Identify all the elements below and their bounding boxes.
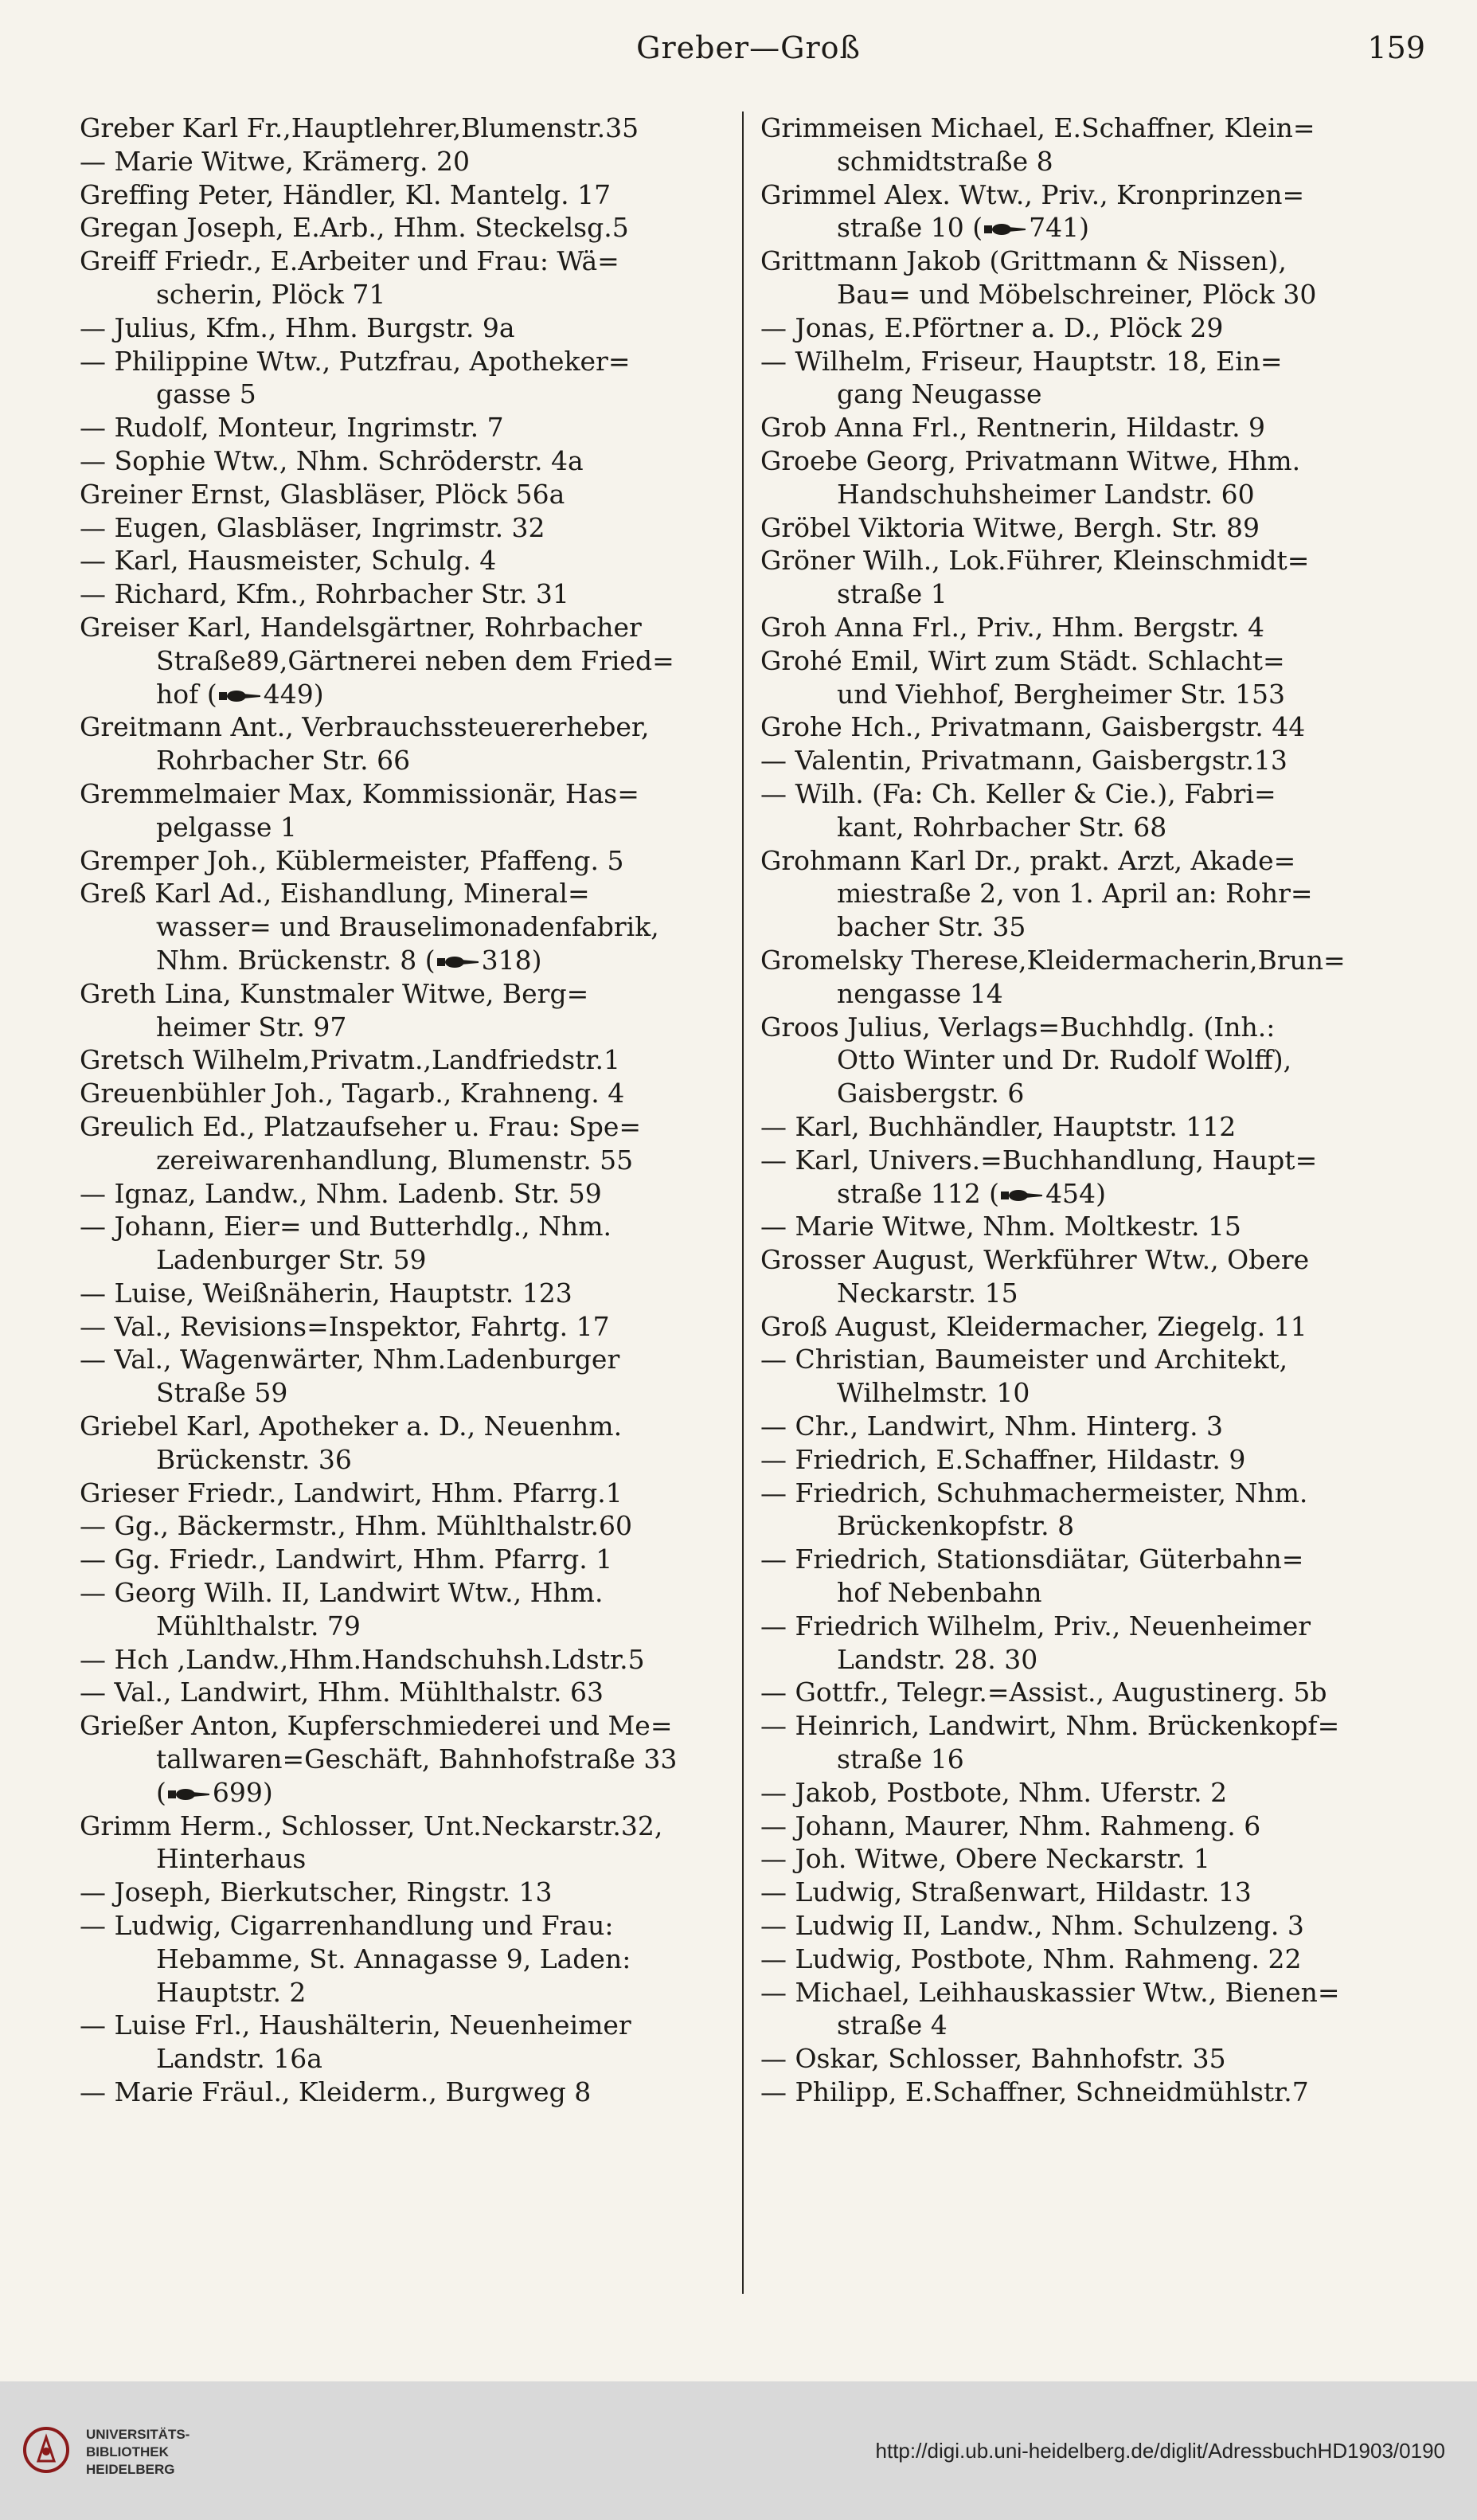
directory-entry-line: [760, 1243, 1421, 1277]
entry-text: — Wilhelm, Friseur, Hauptstr. 18, Ein=: [760, 345, 1283, 377]
directory-entry-line: [80, 1410, 740, 1443]
entry-text: Greth Lina, Kunstmaler Witwe, Berg=: [80, 977, 589, 1009]
directory-entry-line: [760, 1210, 1421, 1243]
directory-entry-line: [80, 1310, 740, 1344]
entry-text: — Friedrich, Schuhmachermeister, Nhm.: [760, 1477, 1308, 1508]
directory-entry-line: [80, 811, 740, 844]
directory-entry-line: [760, 345, 1421, 378]
logo-line: UNIVERSITÄTS-: [86, 2427, 190, 2442]
directory-entry-line: [80, 478, 740, 511]
entry-text: Landstr. 16a: [156, 2043, 322, 2075]
directory-entry-line: [80, 1376, 740, 1410]
directory-entry-line: [760, 1976, 1421, 2009]
entry-text: straße 1: [837, 578, 948, 610]
entry-text: Gaisbergstr. 6: [837, 1078, 1025, 1109]
directory-entry-line: [760, 1610, 1421, 1643]
entry-text: schmidtstraße 8: [837, 145, 1053, 177]
directory-entry-line: [80, 1443, 740, 1477]
directory-entry-line: [80, 1243, 740, 1277]
entry-text: gasse 5: [156, 378, 256, 410]
entry-text: Grimm Herm., Schlosser, Unt.Neckarstr.32,: [80, 1810, 663, 1841]
entry-text: Grimmeisen Michael, E.Schaffner, Klein=: [760, 112, 1315, 143]
directory-entry-line: [80, 777, 740, 811]
entry-text: Bau= und Möbelschreiner, Plöck 30: [837, 278, 1317, 310]
directory-entry-line: [80, 577, 740, 611]
entry-text: Grosser August, Werkführer Wtw., Obere: [760, 1244, 1310, 1276]
right-column: [760, 112, 1421, 2109]
entry-text: — Ludwig II, Landw., Nhm. Schulzeng. 3: [760, 1910, 1304, 1942]
directory-entry-line: [80, 178, 740, 212]
entry-text: — Gg. Friedr., Landwirt, Hhm. Pfarrg. 1: [80, 1544, 613, 1575]
entry-text: Hinterhaus: [156, 1843, 307, 1875]
directory-entry-line: [80, 977, 740, 1011]
entry-text: Groß August, Kleidermacher, Ziegelg. 11: [760, 1310, 1307, 1342]
directory-entry-line: [760, 1743, 1421, 1776]
entry-text: scherin, Plöck 71: [156, 278, 386, 310]
entry-text: Greitmann Ant., Verbrauchssteuererheber,: [80, 711, 650, 743]
directory-entry-line: [760, 777, 1421, 811]
telephone-number: 454: [1045, 1177, 1096, 1209]
entry-text: — Ludwig, Postbote, Nhm. Rahmeng. 22: [760, 1943, 1302, 1974]
entry-text: gang Neugasse: [837, 378, 1042, 410]
directory-entry-line: [80, 1477, 740, 1510]
directory-entry-line: [80, 1277, 740, 1310]
directory-entry-line: [80, 1177, 740, 1211]
directory-entry-line: [80, 378, 740, 411]
directory-entry-line: [760, 511, 1421, 545]
hand-pointer-icon: [219, 690, 262, 702]
entry-text: Greiser Karl, Handelsgärtner, Rohrbacher: [80, 611, 642, 643]
entry-text: hof Nebenbahn: [837, 1577, 1042, 1609]
directory-entry-line: [80, 1077, 740, 1110]
entry-text: — Johann, Eier= und Butterhdlg., Nhm.: [80, 1211, 612, 1242]
directory-entry-line: [80, 910, 740, 944]
directory-entry-line: [80, 278, 740, 311]
entry-text: Gretsch Wilhelm,Privatm.,Landfriedstr.1: [80, 1044, 621, 1076]
entry-text: Grießer Anton, Kupferschmiederei und Me=: [80, 1710, 673, 1742]
directory-entry-line: [80, 145, 740, 178]
directory-entry-line: [80, 411, 740, 444]
entry-text: Gröner Wilh., Lok.Führer, Kleinschmidt=: [760, 545, 1310, 577]
directory-entry-line: [760, 844, 1421, 878]
directory-entry-line: [80, 644, 740, 678]
directory-entry-line: [80, 1810, 740, 1843]
entry-text: — Eugen, Glasbläser, Ingrimstr. 32: [80, 511, 545, 543]
entry-text: Greffing Peter, Händler, Kl. Mantelg. 17: [80, 178, 612, 210]
directory-entry-line: [80, 1610, 740, 1643]
entry-text: — Jonas, E.Pförtner a. D., Plöck 29: [760, 311, 1224, 343]
entry-text: (: [156, 1776, 166, 1808]
directory-entry-line: [80, 1876, 740, 1909]
entry-text: Grittmann Jakob (Grittmann & Nissen),: [760, 245, 1287, 277]
hand-pointer-icon: [168, 1788, 211, 1801]
entry-text: Grohmann Karl Dr., prakt. Arzt, Akade=: [760, 844, 1296, 876]
logo-line: HEIDELBERG: [86, 2462, 175, 2477]
directory-entry-line: [80, 1509, 740, 1543]
telephone-number: 449: [263, 678, 314, 710]
entry-text: Straße 59: [156, 1377, 288, 1409]
directory-entry-line: [80, 1576, 740, 1610]
directory-entry-line: [80, 1011, 740, 1044]
column-divider: [742, 112, 744, 2294]
directory-entry-line: [760, 1310, 1421, 1344]
entry-text: Neckarstr. 15: [837, 1277, 1018, 1309]
entry-text: heimer Str. 97: [156, 1011, 347, 1043]
directory-entry-line: [80, 1943, 740, 1976]
entry-text: — Oskar, Schlosser, Bahnhofstr. 35: [760, 2043, 1226, 2075]
directory-entry-line: [760, 1576, 1421, 1610]
entry-text: — Val., Revisions=Inspektor, Fahrtg. 17: [80, 1310, 610, 1342]
entry-text: — Luise, Weißnäherin, Hauptstr. 123: [80, 1277, 572, 1309]
closing-paren: ): [1079, 212, 1089, 244]
entry-text: — Johann, Maurer, Nhm. Rahmeng. 6: [760, 1810, 1261, 1841]
directory-entry-line: [760, 1443, 1421, 1477]
directory-entry-line: [80, 1909, 740, 1943]
directory-entry-line: [760, 678, 1421, 711]
entry-text: — Wilh. (Fa: Ch. Keller & Cie.), Fabri=: [760, 777, 1276, 809]
entry-text: Gröbel Viktoria Witwe, Bergh. Str. 89: [760, 511, 1260, 543]
entry-text: Grob Anna Frl., Rentnerin, Hildastr. 9: [760, 412, 1266, 444]
entry-text: — Marie Witwe, Krämerg. 20: [80, 145, 471, 177]
directory-entry-line: [760, 1376, 1421, 1410]
directory-entry-line: [80, 710, 740, 744]
entry-text: Griebel Karl, Apotheker a. D., Neuenhm.: [80, 1411, 623, 1442]
library-seal-icon: [22, 2426, 70, 2474]
directory-entry-line: [760, 811, 1421, 844]
entry-text: kant, Rohrbacher Str. 68: [837, 811, 1167, 843]
entry-text: straße 112 (: [837, 1177, 1000, 1209]
directory-entry-line: [760, 1110, 1421, 1144]
directory-entry-line: [760, 311, 1421, 345]
directory-entry-line: [760, 211, 1421, 245]
entry-text: — Val., Wagenwärter, Nhm.Ladenburger: [80, 1344, 620, 1375]
directory-entry-line: [760, 2076, 1421, 2109]
entry-text: hof (: [156, 678, 217, 710]
entry-text: — Friedrich, E.Schaffner, Hildastr. 9: [760, 1443, 1246, 1475]
directory-entry-line: [80, 345, 740, 378]
directory-entry-line: [760, 877, 1421, 910]
directory-entry-line: [80, 1643, 740, 1677]
directory-entry-line: [80, 2076, 740, 2109]
directory-entry-line: [760, 444, 1421, 478]
page-title: Greber—Groß: [636, 30, 861, 65]
directory-entry-line: [760, 1676, 1421, 1709]
directory-entry-line: [760, 411, 1421, 444]
directory-entry-line: [760, 1043, 1421, 1077]
directory-entry-line: [80, 1110, 740, 1144]
left-column: [80, 112, 740, 2109]
directory-entry-line: [80, 1743, 740, 1776]
entry-text: — Val., Landwirt, Hhm. Mühlthalstr. 63: [80, 1677, 604, 1708]
entry-text: zereiwarenhandlung, Blumenstr. 55: [156, 1144, 634, 1176]
telephone-number: 699: [212, 1776, 263, 1808]
entry-text: pelgasse 1: [156, 811, 297, 843]
entry-text: Grieser Friedr., Landwirt, Hhm. Pfarrg.1: [80, 1477, 623, 1508]
directory-entry-line: [760, 977, 1421, 1011]
entry-text: Groebe Georg, Privatmann Witwe, Hhm.: [760, 444, 1301, 476]
entry-text: Grohé Emil, Wirt zum Städt. Schlacht=: [760, 644, 1285, 676]
entry-text: — Gg., Bäckermstr., Hhm. Mühlthalstr.60: [80, 1510, 632, 1542]
directory-entry-line: [80, 1676, 740, 1709]
directory-entry-line: [760, 245, 1421, 278]
entry-text: Gromelsky Therese,Kleidermacherin,Brun=: [760, 944, 1346, 976]
footer-bar: [0, 2381, 1477, 2520]
entry-text: — Ludwig, Cigarrenhandlung und Frau:: [80, 1910, 614, 1942]
directory-entry-line: [760, 944, 1421, 977]
entry-text: Groh Anna Frl., Priv., Hhm. Bergstr. 4: [760, 611, 1264, 643]
directory-entry-line: [760, 1343, 1421, 1376]
directory-entry-line: [760, 1943, 1421, 1976]
hand-pointer-icon: [1001, 1189, 1044, 1202]
directory-entry-line: [760, 1177, 1421, 1211]
directory-entry-line: [760, 710, 1421, 744]
directory-entry-line: [760, 1144, 1421, 1177]
entry-text: Greß Karl Ad., Eishandlung, Mineral=: [80, 878, 590, 910]
directory-entry-line: [80, 2042, 740, 2076]
entry-text: — Philippine Wtw., Putzfrau, Apotheker=: [80, 345, 631, 377]
hand-pointer-icon: [984, 223, 1027, 236]
directory-entry-line: [760, 178, 1421, 212]
directory-entry-line: [760, 1277, 1421, 1310]
page-header: [72, 24, 1425, 80]
directory-entry-line: [80, 444, 740, 478]
closing-paren: ): [1096, 1177, 1106, 1209]
entry-text: — Hch ,Landw.,Hhm.Handschuhsh.Ldstr.5: [80, 1643, 645, 1675]
library-logo-text: [86, 2426, 190, 2479]
directory-entry-line: [80, 544, 740, 577]
directory-entry-line: [80, 944, 740, 977]
entry-text: Gregan Joseph, E.Arb., Hhm. Steckelsg.5: [80, 212, 629, 244]
entry-text: Gremper Joh., Küblermeister, Pfaffeng. 5: [80, 844, 624, 876]
directory-entry-line: [760, 1876, 1421, 1909]
directory-entry-line: [80, 844, 740, 878]
source-url-link[interactable]: http://digi.ub.uni-heidelberg.de/diglit/AdressbuchHD1903/0190: [875, 2439, 1445, 2463]
directory-entry-line: [80, 1210, 740, 1243]
closing-paren: ): [262, 1776, 273, 1808]
hand-pointer-icon: [437, 956, 480, 968]
telephone-number: 318: [481, 944, 532, 976]
entry-text: — Julius, Kfm., Hhm. Burgstr. 9a: [80, 311, 515, 343]
entry-text: tallwaren=Geschäft, Bahnhofstraße 33: [156, 1743, 678, 1775]
directory-entry-line: [760, 644, 1421, 678]
directory-entry-line: [80, 112, 740, 145]
closing-paren: ): [531, 944, 542, 976]
page-number: 159: [1367, 30, 1425, 65]
directory-entry-line: [760, 1543, 1421, 1576]
directory-entry-line: [760, 910, 1421, 944]
entry-text: bacher Str. 35: [837, 911, 1026, 943]
entry-text: Rohrbacher Str. 66: [156, 745, 411, 777]
entry-text: Straße89,Gärtnerei neben dem Fried=: [156, 644, 674, 676]
entry-text: straße 10 (: [837, 212, 983, 244]
entry-text: Handschuhsheimer Landstr. 60: [837, 478, 1255, 510]
directory-entry-line: [760, 112, 1421, 145]
entry-text: — Karl, Univers.=Buchhandlung, Haupt=: [760, 1144, 1318, 1176]
entry-text: — Rudolf, Monteur, Ingrimstr. 7: [80, 412, 504, 444]
entry-text: Grimmel Alex. Wtw., Priv., Kronprinzen=: [760, 178, 1305, 210]
directory-entry-line: [760, 478, 1421, 511]
telephone-number: 741: [1029, 212, 1080, 244]
entry-text: Greber Karl Fr.,Hauptlehrer,Blumenstr.35: [80, 112, 639, 143]
directory-entry-line: [80, 1776, 740, 1810]
entry-text: und Viehhof, Bergheimer Str. 153: [837, 678, 1285, 710]
entry-text: Otto Winter und Dr. Rudolf Wolff),: [837, 1044, 1292, 1076]
entry-text: Ladenburger Str. 59: [156, 1244, 427, 1276]
entry-text: — Joseph, Bierkutscher, Ringstr. 13: [80, 1876, 553, 1908]
directory-entry-line: [80, 1343, 740, 1376]
entry-text: Wilhelmstr. 10: [837, 1377, 1030, 1409]
entry-text: straße 16: [837, 1743, 964, 1775]
directory-entry-line: [760, 611, 1421, 644]
entry-text: — Sophie Wtw., Nhm. Schröderstr. 4a: [80, 444, 584, 476]
directory-entry-line: [760, 1909, 1421, 1943]
entry-text: Hebamme, St. Annagasse 9, Laden:: [156, 1943, 631, 1974]
directory-entry-line: [80, 245, 740, 278]
entry-text: — Jakob, Postbote, Nhm. Uferstr. 2: [760, 1776, 1228, 1808]
directory-entry-line: [760, 1077, 1421, 1110]
entry-text: Landstr. 28. 30: [837, 1643, 1038, 1675]
entry-text: — Richard, Kfm., Rohrbacher Str. 31: [80, 578, 569, 610]
entry-text: Greiner Ernst, Glasbläser, Plöck 56a: [80, 478, 565, 510]
entry-text: — Ludwig, Straßenwart, Hildastr. 13: [760, 1876, 1252, 1908]
entry-text: nengasse 14: [837, 977, 1003, 1009]
directory-entry-line: [760, 378, 1421, 411]
entry-text: — Joh. Witwe, Obere Neckarstr. 1: [760, 1843, 1210, 1875]
entry-text: — Friedrich Wilhelm, Priv., Neuenheimer: [760, 1610, 1311, 1642]
directory-entry-line: [760, 1410, 1421, 1443]
directory-entry-line: [760, 1709, 1421, 1743]
entry-text: — Marie Fräul., Kleiderm., Burgweg 8: [80, 2076, 592, 2108]
directory-entry-line: [760, 278, 1421, 311]
directory-entry-line: [760, 1011, 1421, 1044]
entry-text: Greulich Ed., Platzaufseher u. Frau: Spe=: [80, 1110, 642, 1142]
entry-text: Greuenbühler Joh., Tagarb., Krahneng. 4: [80, 1078, 625, 1109]
directory-entry-line: [80, 1043, 740, 1077]
directory-entry-line: [80, 511, 740, 545]
entry-text: — Marie Witwe, Nhm. Moltkestr. 15: [760, 1211, 1241, 1242]
entry-text: Nhm. Brückenstr. 8 (: [156, 944, 436, 976]
entry-text: — Christian, Baumeister und Architekt,: [760, 1344, 1288, 1375]
logo-line: BIBLIOTHEK: [86, 2444, 169, 2459]
closing-paren: ): [313, 678, 324, 710]
entry-text: — Georg Wilh. II, Landwirt Wtw., Hhm.: [80, 1577, 604, 1609]
entry-text: — Karl, Buchhändler, Hauptstr. 112: [760, 1110, 1237, 1142]
directory-entry-line: [760, 2042, 1421, 2076]
directory-entry-line: [760, 1509, 1421, 1543]
entry-text: Grohe Hch., Privatmann, Gaisbergstr. 44: [760, 711, 1306, 743]
entry-text: — Michael, Leihhauskassier Wtw., Bienen=: [760, 1976, 1340, 2008]
entry-text: Brückenstr. 36: [156, 1443, 352, 1475]
directory-entry-line: [80, 877, 740, 910]
directory-entry-line: [80, 211, 740, 245]
directory-entry-line: [80, 1976, 740, 2009]
directory-entry-line: [80, 1144, 740, 1177]
entry-text: Mühlthalstr. 79: [156, 1610, 361, 1642]
directory-entry-line: [80, 1543, 740, 1576]
entry-text: wasser= und Brauselimonadenfabrik,: [156, 911, 659, 943]
directory-entry-line: [760, 544, 1421, 577]
entry-text: miestraße 2, von 1. April an: Rohr=: [837, 878, 1313, 910]
entry-text: straße 4: [837, 2009, 948, 2041]
entry-text: — Chr., Landwirt, Nhm. Hinterg. 3: [760, 1411, 1224, 1442]
entry-text: Greiff Friedr., E.Arbeiter und Frau: Wä=: [80, 245, 619, 277]
entry-text: Groos Julius, Verlags=Buchhdlg. (Inh.:: [760, 1011, 1276, 1043]
directory-entry-line: [80, 2009, 740, 2042]
directory-entry-line: [80, 744, 740, 777]
directory-entry-line: [760, 1643, 1421, 1677]
entry-text: — Heinrich, Landwirt, Nhm. Brückenkopf=: [760, 1710, 1340, 1742]
directory-entry-line: [760, 577, 1421, 611]
entry-text: Hauptstr. 2: [156, 1976, 307, 2008]
directory-entry-line: [760, 1810, 1421, 1843]
entry-text: — Valentin, Privatmann, Gaisbergstr.13: [760, 745, 1287, 777]
directory-entry-line: [80, 1709, 740, 1743]
directory-entry-line: [760, 2009, 1421, 2042]
directory-entry-line: [760, 145, 1421, 178]
entry-text: — Karl, Hausmeister, Schulg. 4: [80, 545, 497, 577]
directory-entry-line: [760, 1776, 1421, 1810]
entry-text: — Gottfr., Telegr.=Assist., Augustinerg. 5b: [760, 1677, 1327, 1708]
directory-entry-line: [80, 611, 740, 644]
directory-entry-line: [760, 1477, 1421, 1510]
directory-entry-line: [760, 1842, 1421, 1876]
library-logo[interactable]: [22, 2423, 261, 2479]
directory-entry-line: [760, 744, 1421, 777]
entry-text: — Friedrich, Stationsdiätar, Güterbahn=: [760, 1544, 1304, 1575]
directory-entry-line: [80, 311, 740, 345]
entry-text: — Luise Frl., Haushälterin, Neuenheimer: [80, 2009, 631, 2041]
entry-text: — Philipp, E.Schaffner, Schneidmühlstr.7: [760, 2076, 1309, 2108]
entry-text: Brückenkopfstr. 8: [837, 1510, 1075, 1542]
directory-entry-line: [80, 678, 740, 711]
directory-entry-line: [80, 1842, 740, 1876]
entry-text: Gremmelmaier Max, Kommissionär, Has=: [80, 777, 639, 809]
entry-text: — Ignaz, Landw., Nhm. Ladenb. Str. 59: [80, 1177, 602, 1209]
